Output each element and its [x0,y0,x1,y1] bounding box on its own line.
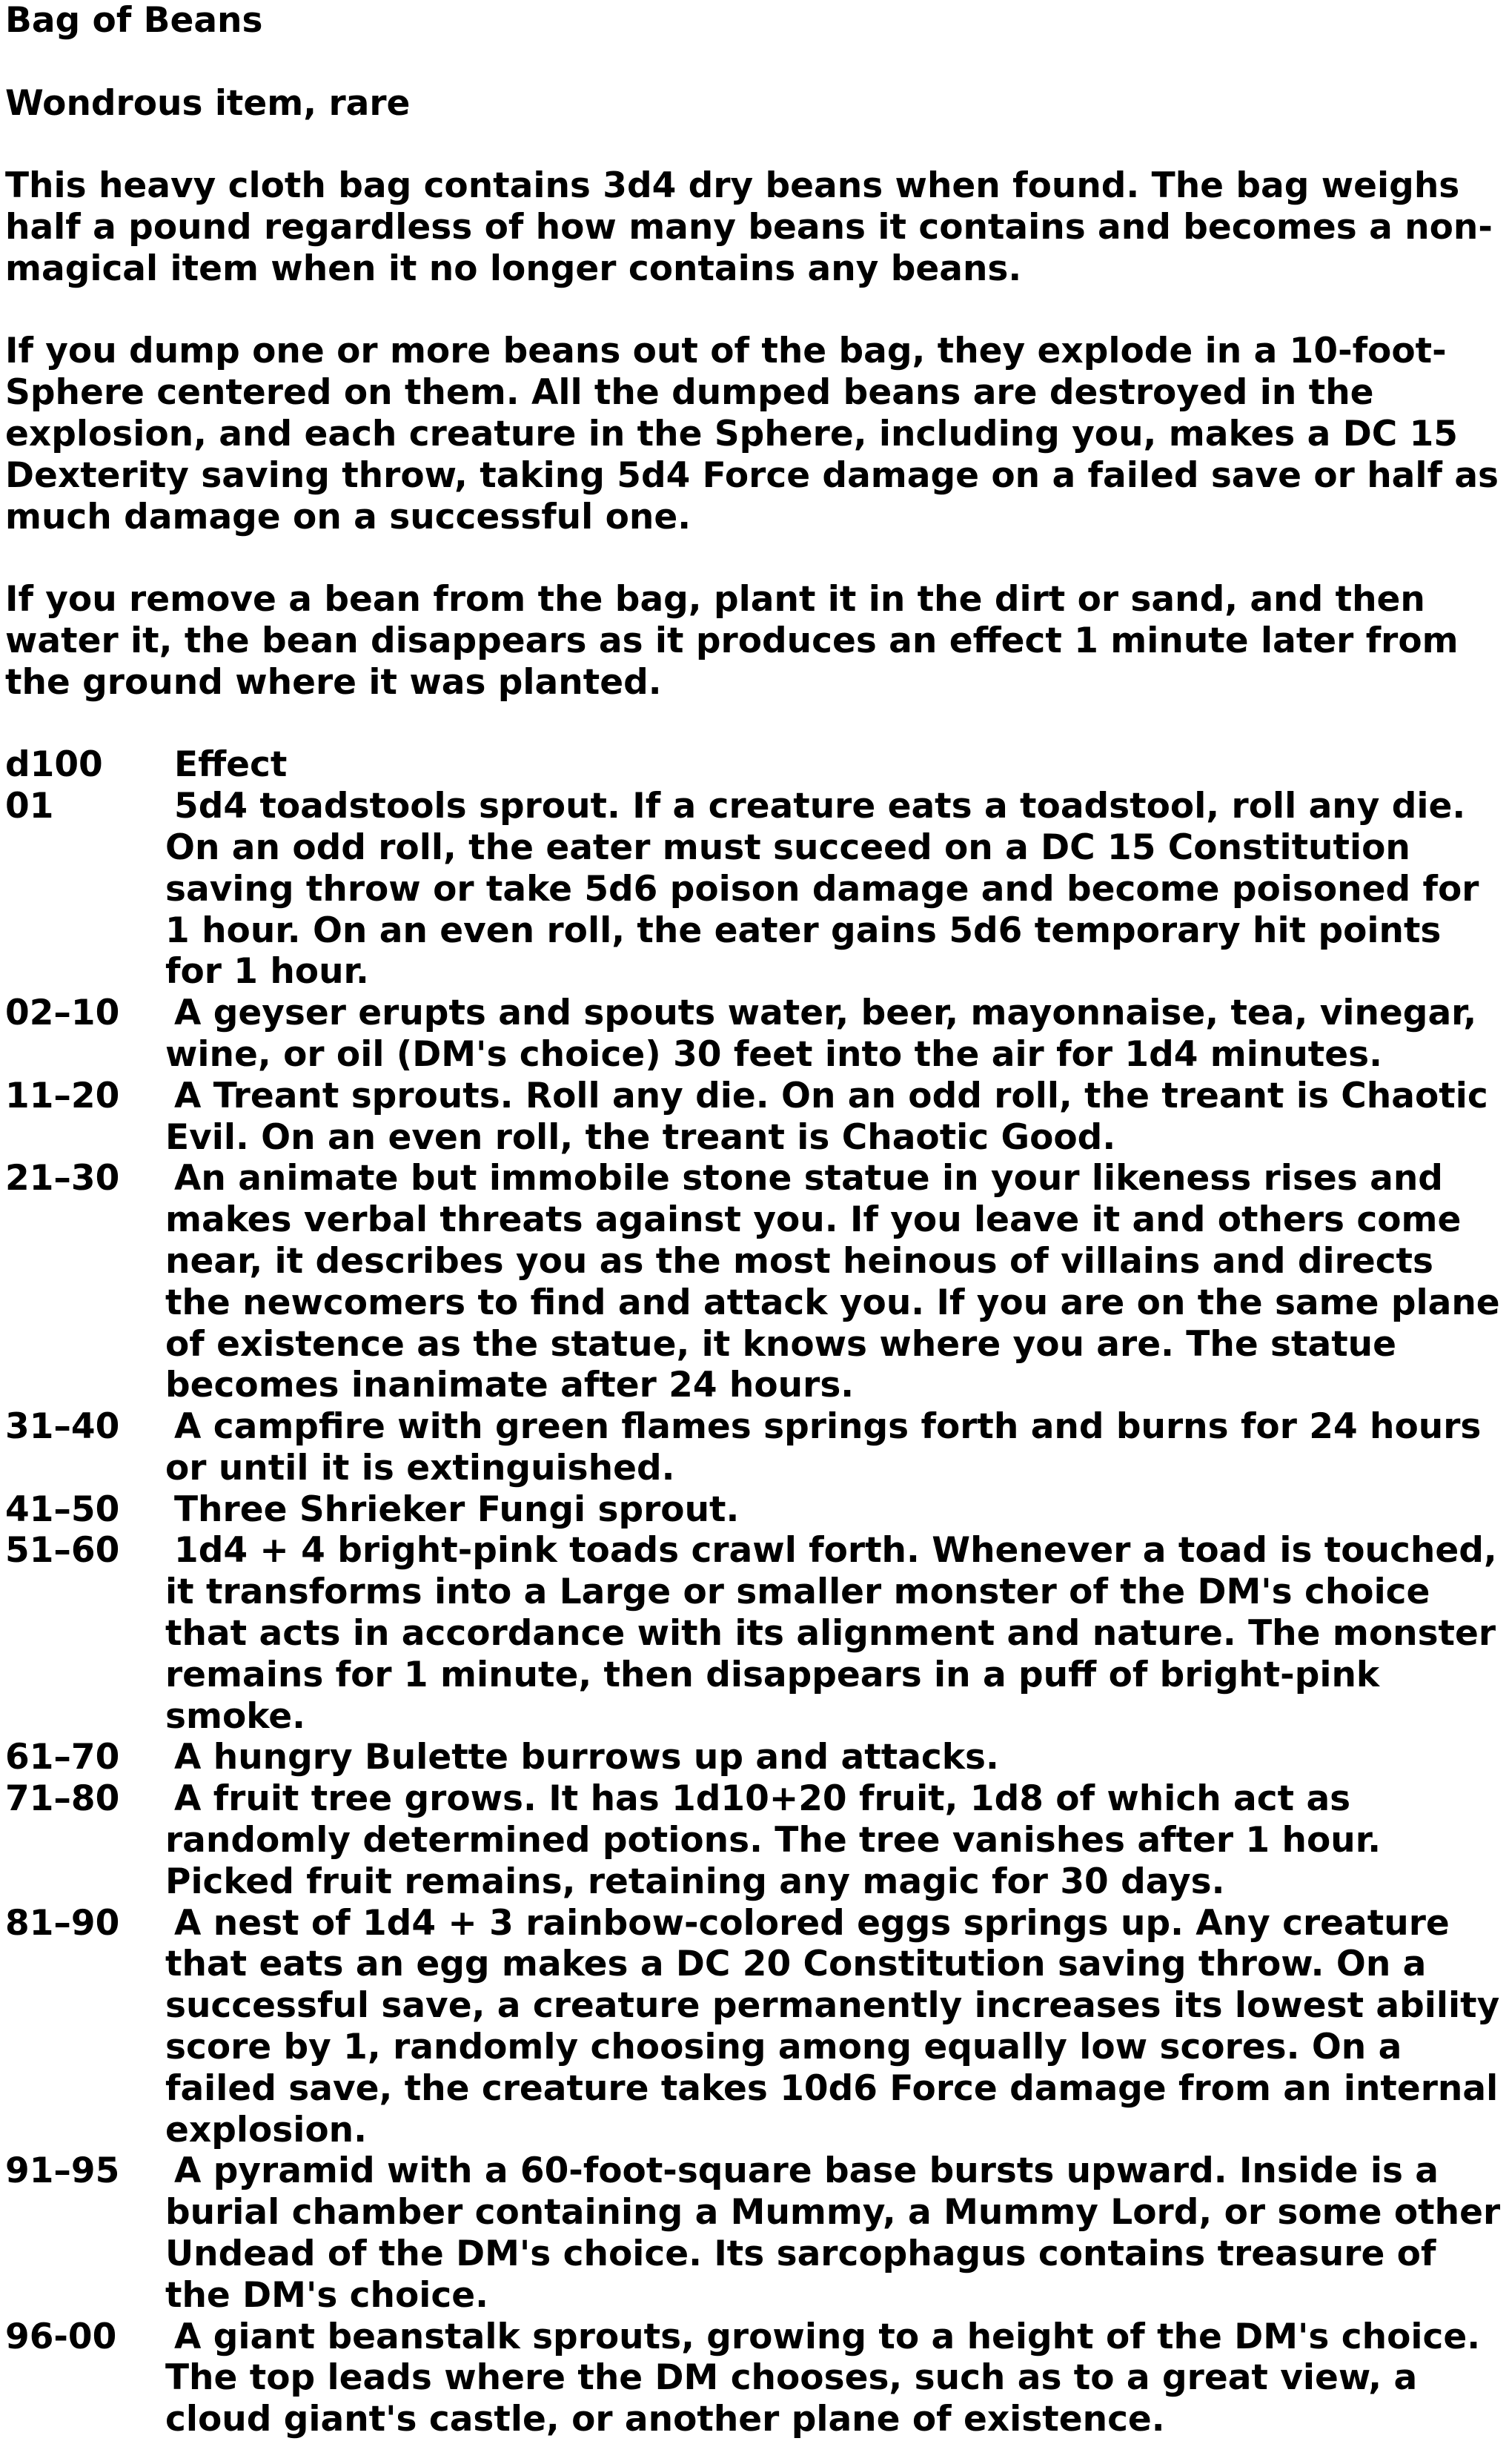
item-title: Bag of Beans [5,0,263,41]
item-type: Wondrous item, rare [5,82,411,124]
roll-range: 01 [5,786,54,827]
effect-text: A nest of 1d4 + 3 rainbow-colored eggs springs up. Any creature that eats an egg makes a DC 20 Constitution saving throw. On a successful save, a creature permanently increases its lowest ability score by 1, randomly choosing among equally low scores. On a failed save, the creature takes 10d6 Force damage from an internal explosion. [165,1902,1500,2150]
table-row [5,786,1502,993]
document [5,0,1502,2440]
roll-range: 81–90 [5,1902,120,1944]
table-row [5,2150,1502,2316]
roll-range: 71–80 [5,1778,120,1820]
effect-text: A giant beanstalk sprouts, growing to a height of the DM's choice. The top leads where the DM chooses, such as to a great view, a cloud giant's castle, or another plane of existence. [165,2316,1481,2440]
roll-range: 21–30 [5,1158,120,1199]
effect-table [5,744,1502,2440]
description-paragraph: If you dump one or more beans out of the bag, they explode in a 10-foot-Sphere centered on them. All the dumped beans are destroyed in the explosion, and each creature in the Sphere, including you, makes a DC 15 Dexterity saving throw, taking 5d4 Force damage on a failed save or half as much damage on a successful one. [5,331,1499,537]
effect-text: A Treant sprouts. Roll any die. On an odd roll, the treant is Chaotic Evil. On an even roll, the treant is Chaotic Good. [165,1075,1488,1158]
table-row [5,993,1502,1076]
table-row [5,1489,1502,1531]
roll-range: 96-00 [5,2316,117,2357]
roll-range: 31–40 [5,1406,120,1448]
roll-range: 61–70 [5,1737,120,1778]
roll-range: 11–20 [5,1075,120,1116]
effect-text: Three Shrieker Fungi sprout. [174,1488,740,1530]
table-row [5,1778,1502,1902]
table-row [5,1737,1502,1778]
effect-text: A pyramid with a 60-foot-square base bursts upward. Inside is a burial chamber containing a Mummy, a Mummy Lord, or some other Undead of the DM's choice. Its sarcophagus contains treasure of the DM's choice. [165,2150,1501,2316]
roll-range: 41–50 [5,1488,120,1530]
roll-range: 91–95 [5,2150,120,2192]
effect-text: An animate but immobile stone statue in your likeness rises and makes verbal threats against you. If you leave it and others come near, it describes you as the most heinous of villains and directs the newcomers to find and attack you. If you are on the same plane of existence as the statue, it knows where you are. The statue becomes inanimate after 24 hours. [165,1158,1500,1406]
effect-text: A geyser erupts and spouts water, beer, mayonnaise, tea, vinegar, wine, or oil (DM's choice) 30 feet into the air for 1d4 minutes. [165,993,1477,1075]
effect-text: A campfire with green flames springs forth and burns for 24 hours or until it is extinguished. [165,1406,1482,1488]
table-row [5,1406,1502,1489]
table-row [5,2316,1502,2440]
description-paragraph: If you remove a bean from the bag, plant it in the dirt or sand, and then water it, the bean disappears as it produces an effect 1 minute later from the ground where it was planted. [5,579,1459,703]
effect-text: 1d4 + 4 bright-pink toads crawl forth. Whenever a toad is touched, it transforms into a Large or smaller monster of the DM's choice that acts in accordance with its alignment and nature. The monster remains for 1 minute, then disappears in a puff of bright-pink smoke. [165,1530,1497,1737]
table-row [5,1903,1502,2151]
column-header-roll: d100 [5,744,103,786]
roll-range: 51–60 [5,1530,120,1572]
table-row [5,1076,1502,1159]
table-row [5,1158,1502,1406]
effect-text: A hungry Bulette burrows up and attacks. [174,1737,999,1778]
roll-range: 02–10 [5,993,120,1034]
effect-text: 5d4 toadstools sprout. If a creature eats a toadstool, roll any die. On an odd roll, the eater must succeed on a DC 15 Constitution saving throw or take 5d6 poison damage and become poisoned for 1 hour. On an even roll, the eater gains 5d6 temporary hit points for 1 hour. [165,786,1479,993]
column-header-effect: Effect [174,744,288,786]
table-header [5,744,1502,786]
effect-text: A fruit tree grows. It has 1d10+20 fruit, 1d8 of which act as randomly determined potions. The tree vanishes after 1 hour. Picked fruit remains, retaining any magic for 30 days. [165,1778,1382,1902]
table-row [5,1530,1502,1737]
description-paragraph: This heavy cloth bag contains 3d4 dry beans when found. The bag weighs half a pound regardless of how many beans it contains and becomes a non-magical item when it no longer contains any beans. [5,165,1493,289]
